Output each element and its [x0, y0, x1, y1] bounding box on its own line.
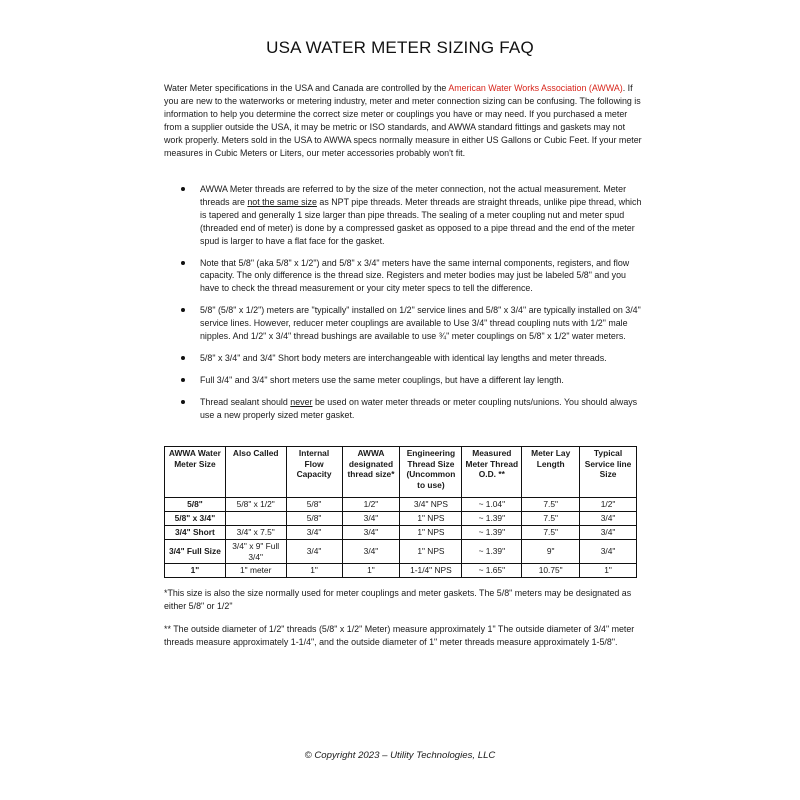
table-cell: 1"	[342, 564, 400, 578]
table-cell: 1"	[580, 564, 637, 578]
table-cell: ~ 1.39"	[462, 526, 522, 540]
header-flow-capacity: Internal Flow Capacity	[286, 447, 342, 498]
bullet-item-interchangeable: 5/8" x 3/4" and 3/4" Short body meters are interchangeable with identical lay lengths and meter threads.	[164, 352, 642, 365]
table-cell: 1" NPS	[400, 540, 462, 564]
table-cell: 7.5"	[522, 526, 580, 540]
intro-text-before: Water Meter specifications in the USA and Canada are controlled by the	[164, 83, 449, 93]
table-cell: 10.75"	[522, 564, 580, 578]
table-cell: 3/4" x 9" Full 3/4"	[225, 540, 286, 564]
table-row	[165, 498, 637, 512]
bullet-item-lay-length: Full 3/4" and 3/4" short meters use the same meter couplings, but have a different lay length.	[164, 374, 642, 387]
meter-sizing-table	[164, 446, 637, 578]
footnote-thread-size: *This size is also the size normally used for meter couplings and meter gaskets. The 5/8" meters may be designated as either 5/8" or 1/2"	[164, 588, 632, 611]
table-cell: 3/4" x 7.5"	[225, 526, 286, 540]
table-header-row	[165, 447, 637, 498]
table-cell: 1" NPS	[400, 526, 462, 540]
bullet-item-service-lines: 5/8" (5/8" x 1/2") meters are "typically" installed on 1/2" service lines and 5/8" x 3/4" are typically installed on 3/4" service lines. However, reducer meter couplings are available to Use 3/4" thread coupling nuts with 1/2" male nipples. And 1/2" x 3/4" thread bushings are available to use ¾" meter couplings on 5/8" x 1/2" water meters.	[164, 304, 642, 343]
header-measured-od: Measured Meter Thread O.D. **	[462, 447, 522, 498]
table-cell: 3/4"	[580, 512, 637, 526]
table-cell: 1" meter	[225, 564, 286, 578]
table-cell: 7.5"	[522, 498, 580, 512]
table-cell: 5/8"	[286, 512, 342, 526]
bullet-1-text-before: AWWA Meter threads are referred to by the size of the meter connection, not the actual measurement. Meter threads are	[200, 184, 627, 207]
table-cell: 1-1/4" NPS	[400, 564, 462, 578]
table-cell: 3/4"	[580, 526, 637, 540]
bullet-item-same-components: Note that 5/8" (aka 5/8" x 1/2") and 5/8" x 3/4" meters have the same internal components, registers, and flow capacity. The only difference is the thread size. Registers and meter bodies may just be labeled 5/8" and you have to check the thread measurement or your city meter specs to tell the difference.	[164, 257, 642, 296]
table-cell: 3/4" Short	[165, 526, 226, 540]
table-cell: 3/4"	[580, 540, 637, 564]
table-cell: 1" NPS	[400, 512, 462, 526]
table-cell: 3/4"	[286, 526, 342, 540]
page-title: USA WATER METER SIZING FAQ	[266, 38, 534, 57]
header-lay-length: Meter Lay Length	[522, 447, 580, 498]
table-cell: 7.5"	[522, 512, 580, 526]
table-cell: 5/8"	[286, 498, 342, 512]
table-cell: ~ 1.39"	[462, 512, 522, 526]
faq-bullet-list	[164, 183, 642, 431]
table-cell: 5/8"	[165, 498, 226, 512]
bullet-6-underlined: never	[290, 396, 313, 407]
intro-paragraph	[164, 82, 642, 159]
header-engineering-thread: Engineering Thread Size (Uncommon to use)	[400, 447, 462, 498]
header-service-line: Typical Service line Size	[580, 447, 637, 498]
table-cell: 1/2"	[342, 498, 400, 512]
table-cell: 1"	[165, 564, 226, 578]
table-cell	[225, 512, 286, 526]
awwa-link[interactable]: American Water Works Association (AWWA)	[448, 83, 623, 93]
header-also-called: Also Called	[225, 447, 286, 498]
bullet-6-text-after: be used on water meter threads or meter coupling nuts/unions. You should always use a new properly sized meter gasket.	[200, 396, 638, 420]
table-cell: 1/2"	[580, 498, 637, 512]
bullet-item-meter-threads	[164, 183, 642, 248]
table-cell: 3/4"	[342, 512, 400, 526]
table-cell: 1"	[286, 564, 342, 578]
copyright-footer: © Copyright 2023 – Utility Technologies, LLC	[304, 750, 496, 761]
intro-text-after: . If you are new to the waterworks or metering industry, meter and meter connection sizing can be confusing. The following is information to help you determine the correct size meter or couplings you have or may need. If you purchased a meter from a supplier outside the USA, it may be metric or ISO standards, and AWWA standard fittings and gaskets may not work properly. Meters sold in the USA to AWWA specs normally measure in either US Gallons or Cubic Feet. If your meter measures in Cubic Meters or Liters, our meter accessories probably won't fit.	[164, 83, 642, 158]
header-thread-size: AWWA designated thread size*	[342, 447, 400, 498]
footnote-outside-diameter: ** The outside diameter of 1/2" threads (5/8" x 1/2" Meter) measure approximately 1" The outside diameter of 3/4" meter threads measure approximately 1-1/4", and the outside diameter of 1" meter threads measure approximately 1-5/8".	[164, 624, 635, 647]
table-row	[165, 526, 637, 540]
table-cell: 5/8" x 1/2"	[225, 498, 286, 512]
table-cell: 3/4"	[342, 526, 400, 540]
bullet-item-thread-sealant	[164, 396, 642, 422]
table-cell: ~ 1.39"	[462, 540, 522, 564]
bullet-1-underlined: not the same size	[247, 196, 317, 207]
table-cell: 5/8" x 3/4"	[165, 512, 226, 526]
header-awwa-size: AWWA Water Meter Size	[165, 447, 226, 498]
table-cell: ~ 1.65"	[462, 564, 522, 578]
bullet-6-text-before: Thread sealant should	[200, 396, 291, 407]
table-cell: 3/4"	[286, 540, 342, 564]
table-cell: 3/4" Full Size	[165, 540, 226, 564]
table-cell: 3/4" NPS	[400, 498, 462, 512]
table-row	[165, 512, 637, 526]
table-row	[165, 540, 637, 564]
table-cell: 3/4"	[342, 540, 400, 564]
bullet-1-text-after: as NPT pipe threads. Meter threads are straight threads, unlike pipe thread, which is tapered and generally 1 size larger than pipe threads. The sealing of a meter coupling nut and meter spud (threaded end of meter) is done by a compressed gasket as opposed to a pipe thread and the end of the meter spud is larger to have a flat face for the gasket.	[200, 196, 642, 246]
table-cell: 9"	[522, 540, 580, 564]
table-cell: ~ 1.04"	[462, 498, 522, 512]
table-row	[165, 564, 637, 578]
